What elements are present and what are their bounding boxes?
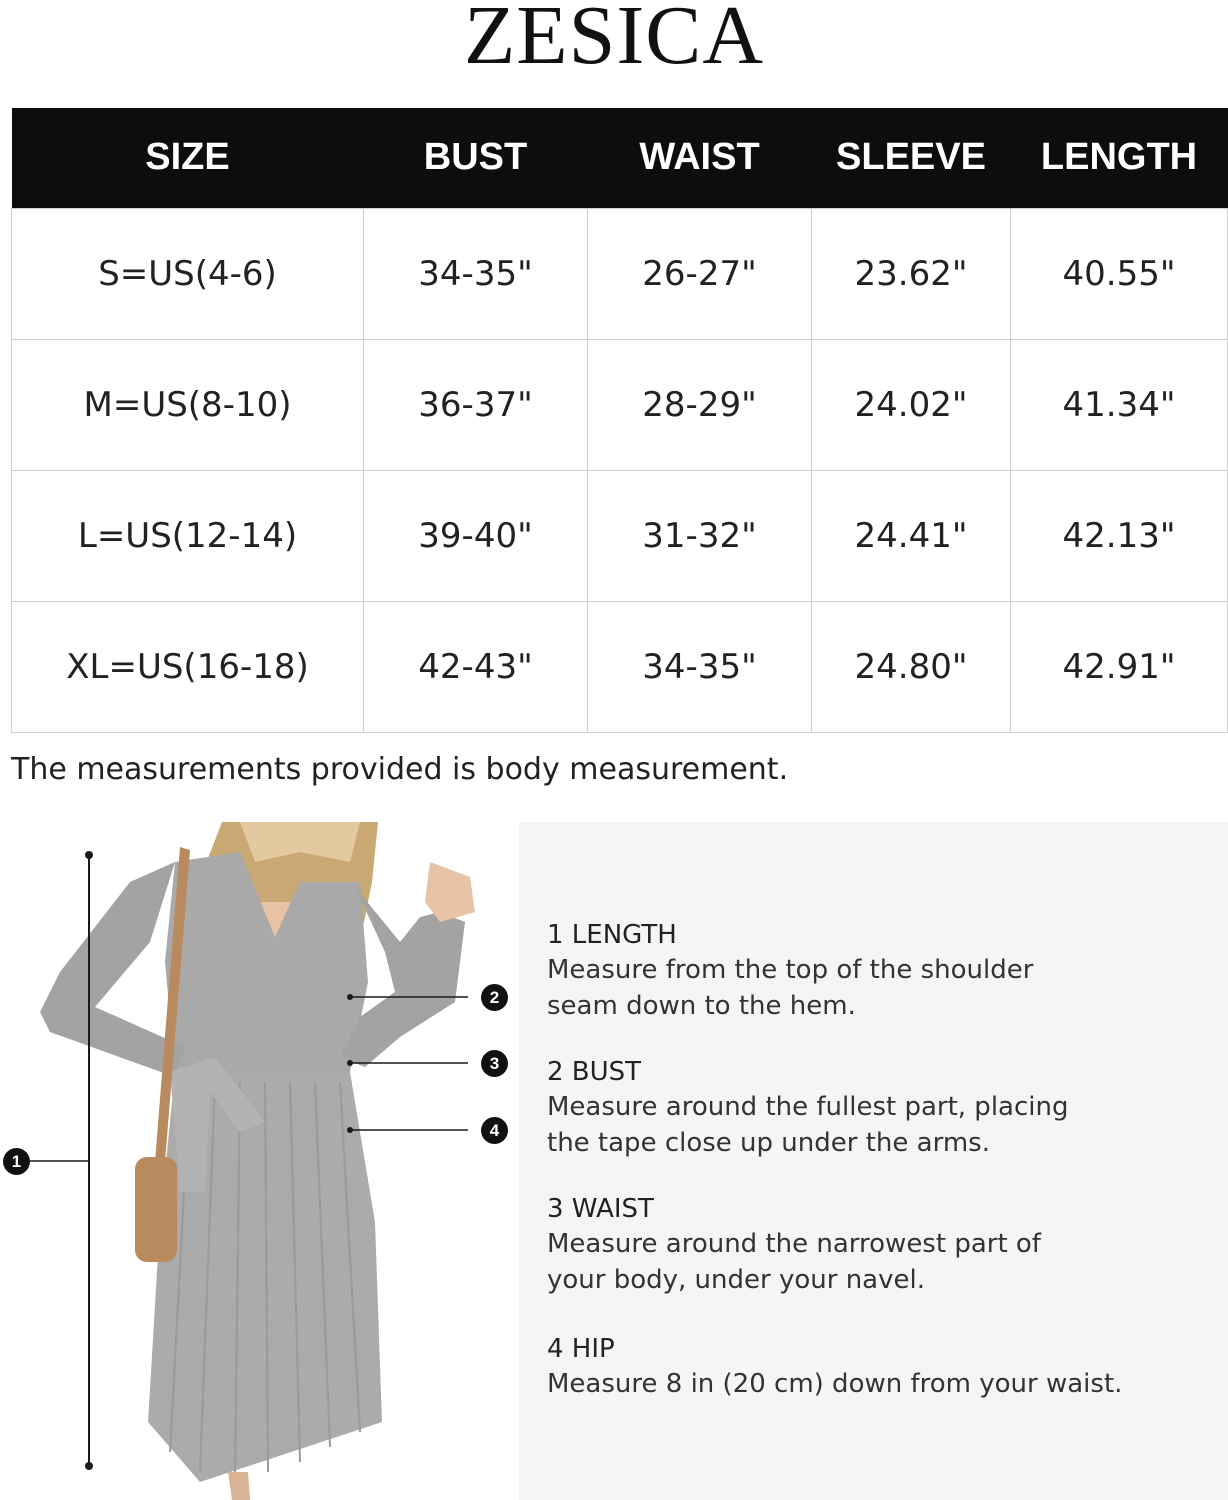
- cell-size: M=US(8-10): [12, 339, 364, 470]
- guide-desc-line: Measure 8 in (20 cm) down from your waist.: [547, 1369, 1123, 1399]
- marker-1: 1: [3, 1148, 30, 1175]
- cell-waist: 28-29": [588, 339, 812, 470]
- guide-title: 3 WAIST: [547, 1194, 654, 1224]
- marker-4: 4: [481, 1117, 508, 1144]
- marker-2: 2: [481, 984, 508, 1011]
- cell-waist: 31-32": [588, 470, 812, 601]
- guide-item-length: [547, 918, 1207, 1024]
- cell-length: 41.34": [1011, 339, 1228, 470]
- cell-length: 40.55": [1011, 208, 1228, 339]
- cell-bust: 42-43": [364, 601, 588, 732]
- cell-waist: 34-35": [588, 601, 812, 732]
- header-waist: WAIST: [639, 136, 760, 179]
- guide-item-bust: [547, 1055, 1207, 1161]
- cell-bust: 34-35": [364, 208, 588, 339]
- header-length: LENGTH: [1040, 136, 1198, 179]
- model-figure: [0, 822, 520, 1500]
- measurement-note: The measurements provided is body measurement.: [11, 752, 789, 787]
- header-bust: BUST: [423, 136, 528, 179]
- guide-desc-line: your body, under your navel.: [547, 1265, 925, 1295]
- cell-sleeve: 23.62": [812, 208, 1011, 339]
- cell-sleeve: 24.41": [812, 470, 1011, 601]
- table-row: [12, 339, 1228, 470]
- cell-size: S=US(4-6): [12, 208, 364, 339]
- cell-size: XL=US(16-18): [12, 601, 364, 732]
- cell-size: L=US(12-14): [12, 470, 364, 601]
- cell-bust: 36-37": [364, 339, 588, 470]
- brand-logo: ZESICA: [464, 0, 764, 82]
- cell-sleeve: 24.80": [812, 601, 1011, 732]
- guide-item-waist: [547, 1192, 1207, 1298]
- table-row: [12, 601, 1228, 732]
- dress-illustration: [0, 822, 520, 1500]
- cell-bust: 39-40": [364, 470, 588, 601]
- guide-desc-line: Measure from the top of the shoulder: [547, 955, 1034, 985]
- guide-title: 4 HIP: [547, 1334, 615, 1364]
- guide-desc-line: Measure around the narrowest part of: [547, 1229, 1041, 1259]
- cell-length: 42.91": [1011, 601, 1228, 732]
- guide-item-hip: [547, 1332, 1207, 1402]
- cell-waist: 26-27": [588, 208, 812, 339]
- table-row: [12, 470, 1228, 601]
- measurement-guide-panel: [519, 822, 1228, 1500]
- table-header-row: [12, 108, 1228, 208]
- size-chart-table: [11, 108, 1228, 733]
- cell-sleeve: 24.02": [812, 339, 1011, 470]
- header-size: SIZE: [145, 136, 230, 179]
- guide-title: 1 LENGTH: [547, 920, 677, 950]
- guide-desc-line: Measure around the fullest part, placing: [547, 1092, 1069, 1122]
- guide-desc-line: seam down to the hem.: [547, 991, 856, 1021]
- table-row: [12, 208, 1228, 339]
- guide-title: 2 BUST: [547, 1057, 642, 1087]
- marker-3: 3: [481, 1050, 508, 1077]
- guide-desc-line: the tape close up under the arms.: [547, 1128, 990, 1158]
- cell-length: 42.13": [1011, 470, 1228, 601]
- header-sleeve: SLEEVE: [836, 136, 986, 179]
